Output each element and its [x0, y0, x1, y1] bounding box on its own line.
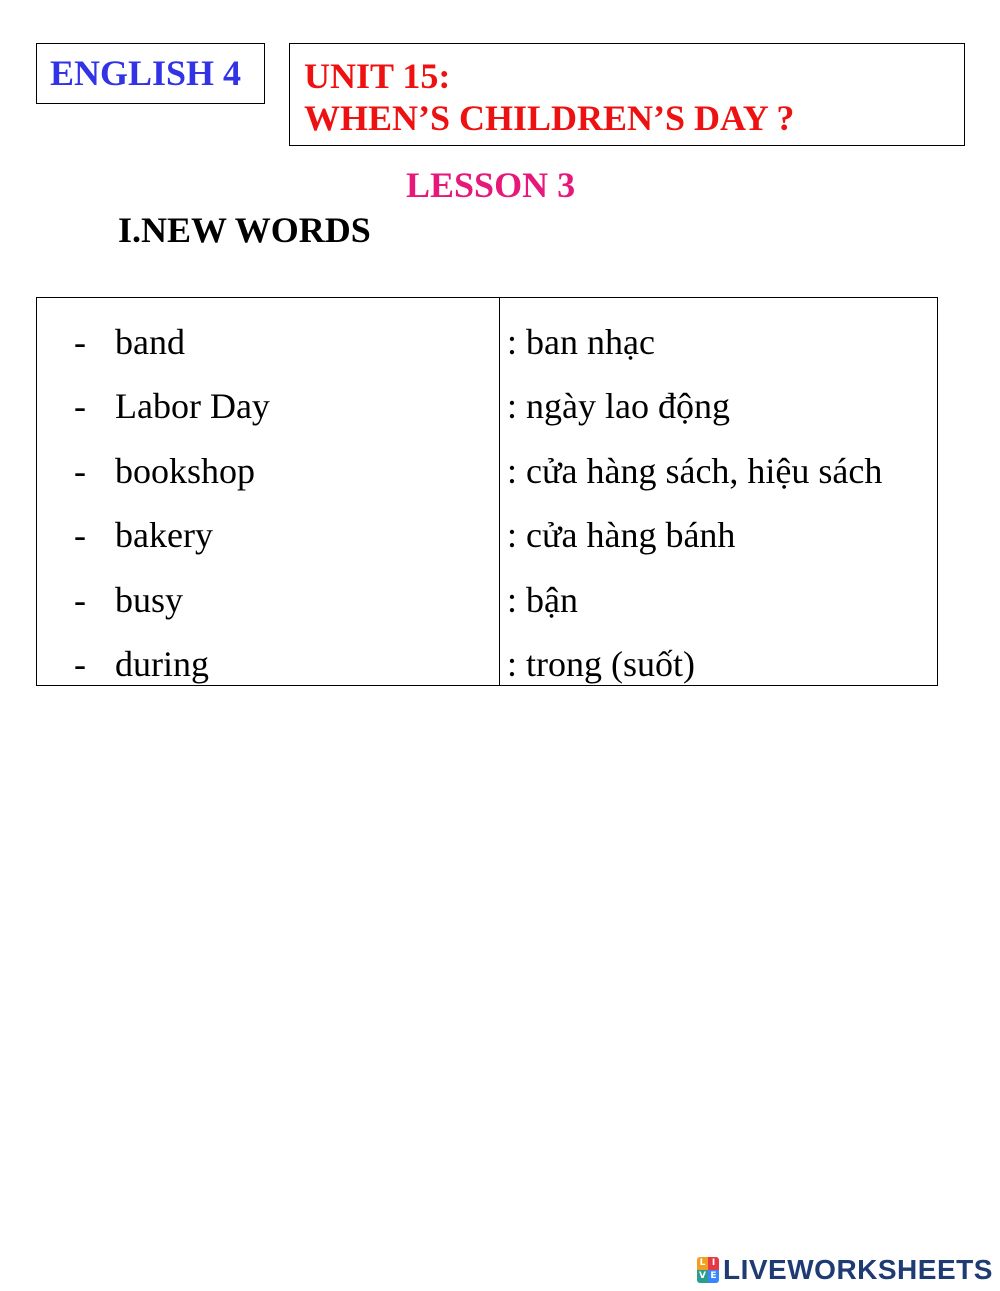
table-row: [37, 441, 937, 501]
vocab-word: during: [115, 644, 209, 684]
vocab-meaning: : ban nhạc: [507, 322, 655, 362]
unit-box: [289, 43, 965, 146]
bullet-dash: -: [74, 644, 86, 684]
lesson-title: LESSON 3: [406, 165, 576, 205]
vocabulary-table: [36, 297, 938, 686]
table-row: [37, 505, 937, 565]
vocab-meaning: : cửa hàng sách, hiệu sách: [507, 451, 883, 491]
brand-name: LIVEWORKSHEETS: [723, 1254, 993, 1285]
unit-title: UNIT 15:: [304, 56, 451, 96]
bullet-dash: -: [74, 580, 86, 620]
bullet-dash: -: [74, 386, 86, 426]
table-row: [37, 570, 937, 630]
vocab-word: band: [115, 322, 185, 362]
liveworksheets-logo[interactable]: [697, 1252, 993, 1288]
table-row: [37, 376, 937, 436]
section-title: I.NEW WORDS: [118, 210, 371, 250]
course-title: ENGLISH 4: [50, 53, 242, 93]
unit-subtitle: WHEN’S CHILDREN’S DAY ?: [304, 98, 795, 138]
vocab-word: busy: [115, 580, 184, 620]
vocab-meaning: : bận: [507, 580, 578, 620]
bullet-dash: -: [74, 322, 86, 362]
bullet-dash: -: [74, 515, 86, 555]
vocab-word: bakery: [115, 515, 213, 555]
vocab-word: Labor Day: [115, 386, 270, 426]
bullet-dash: -: [74, 451, 86, 491]
vocab-meaning: : cửa hàng bánh: [507, 515, 736, 555]
vocab-word: bookshop: [115, 451, 256, 491]
table-row: [37, 312, 937, 372]
vocab-meaning: : ngày lao động: [507, 386, 730, 426]
table-row: [37, 634, 937, 694]
liveworksheets-logo-icon: L I V E: [697, 1257, 719, 1283]
vocab-meaning: : trong (suốt): [507, 644, 695, 684]
course-box: [36, 43, 265, 104]
